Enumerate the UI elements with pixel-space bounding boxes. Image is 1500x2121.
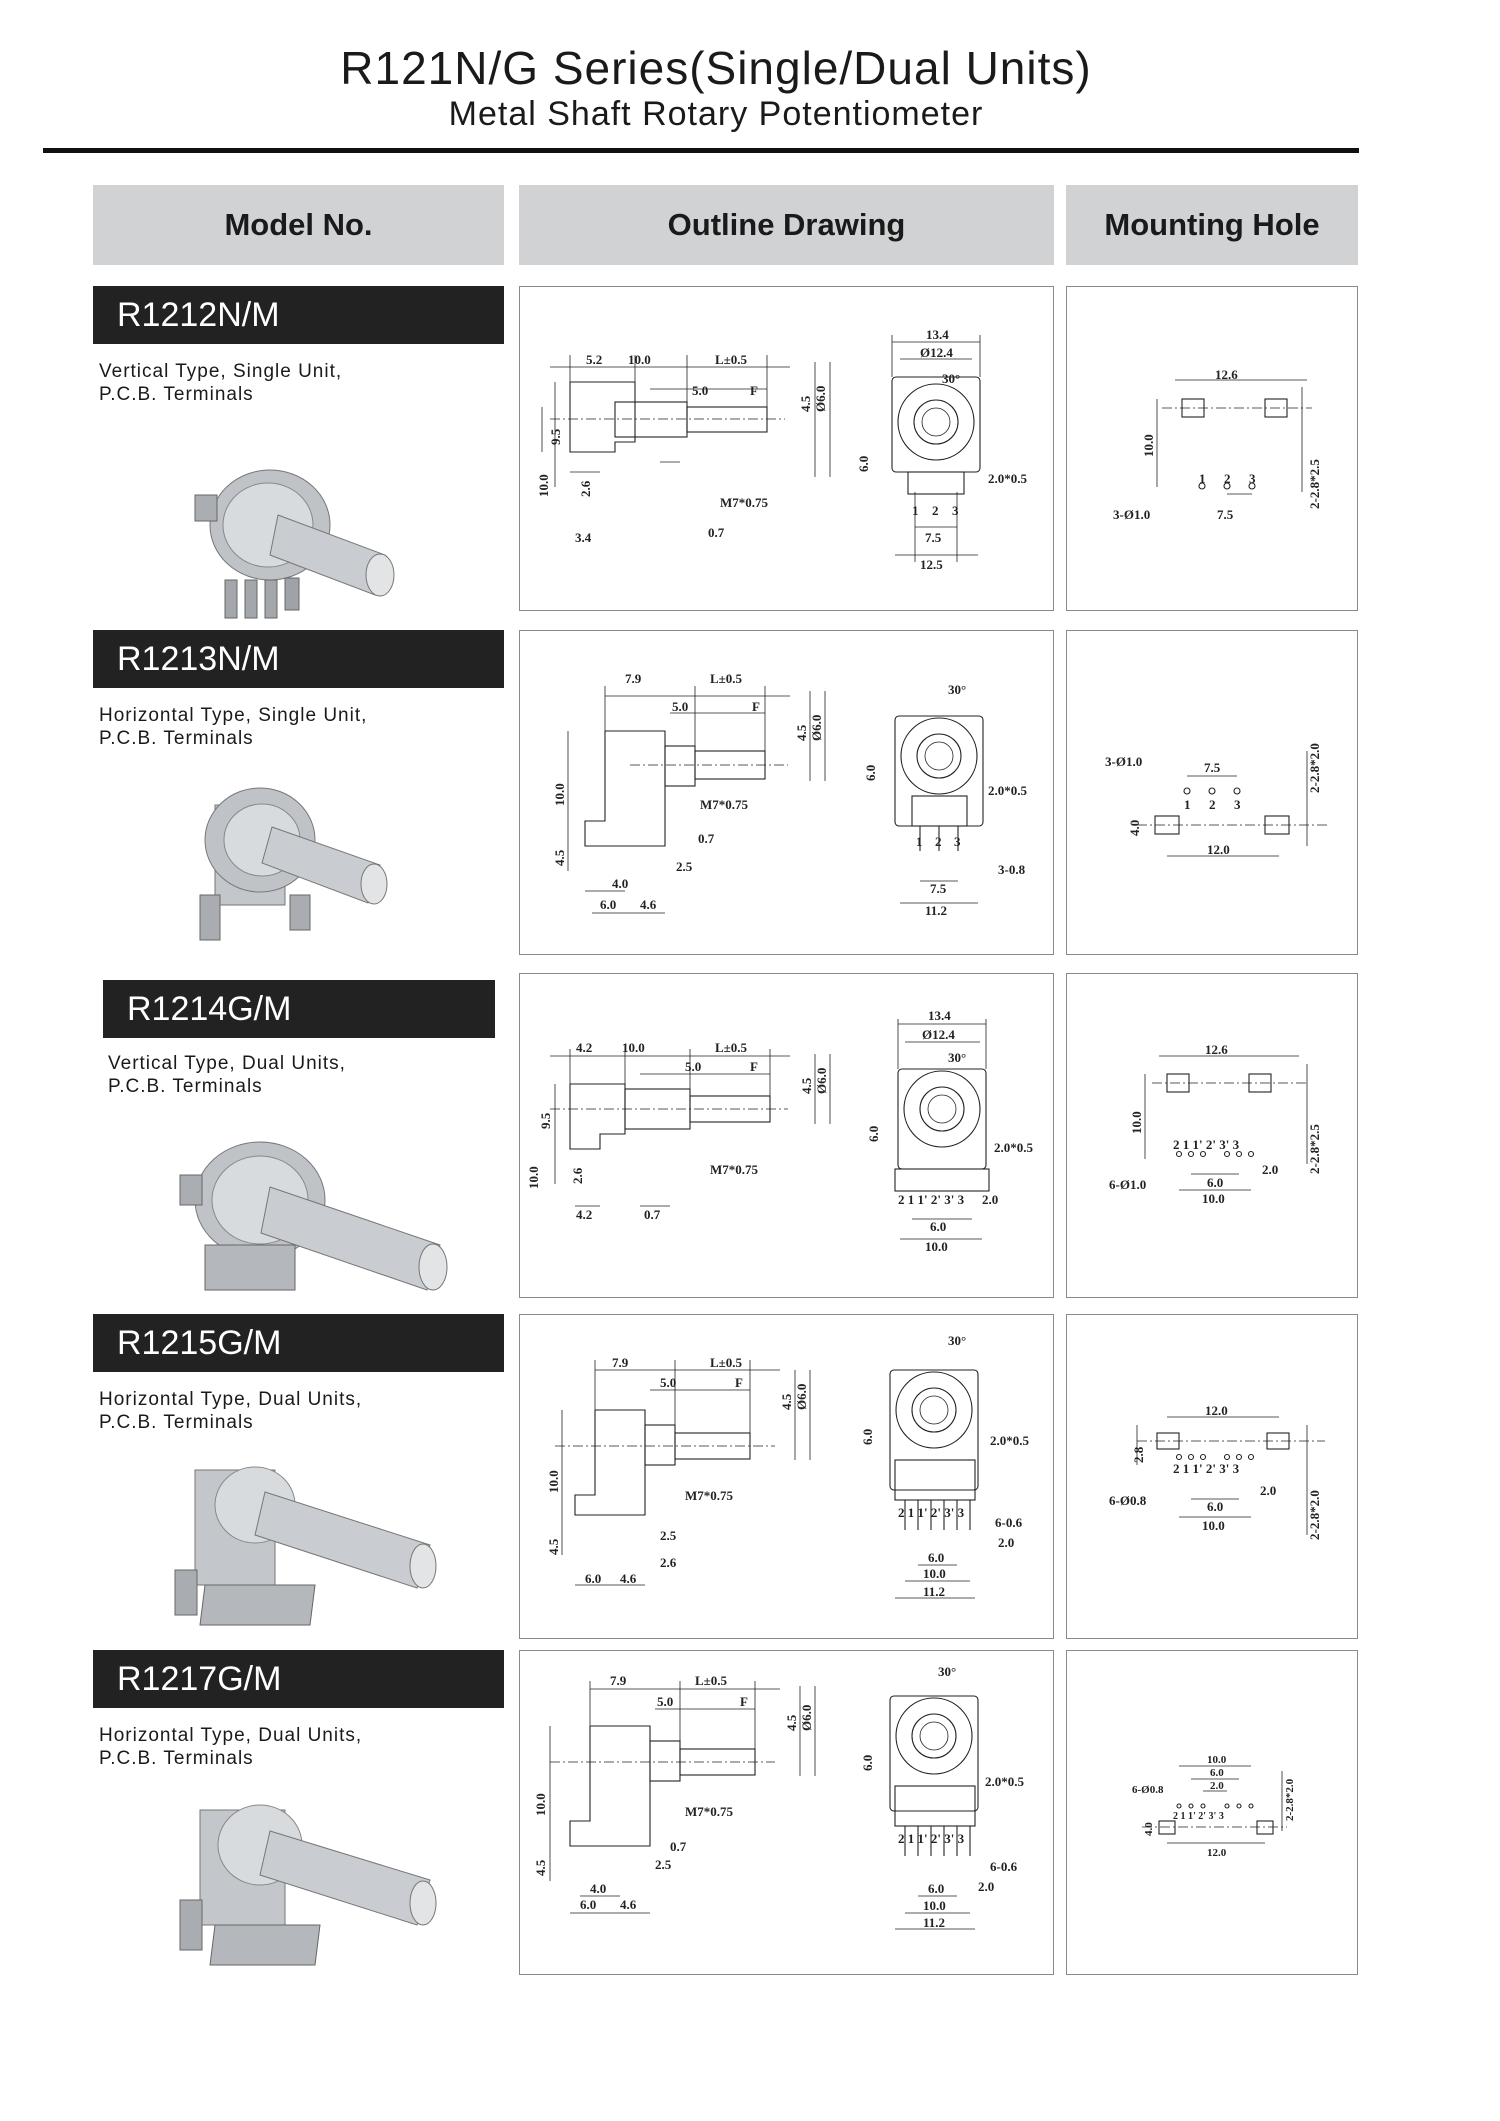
- dim-w1: 4.2: [576, 1207, 593, 1222]
- desc-line: Horizontal Type, Single Unit,: [99, 705, 368, 726]
- pin-3: 3: [954, 834, 961, 849]
- desc-line: P.C.B. Terminals: [108, 1076, 263, 1097]
- dim-f: F: [750, 1059, 758, 1074]
- mount-h: 2.8: [1131, 1446, 1146, 1463]
- dim-f: F: [750, 383, 758, 398]
- dim-pin: 2.0*0.5: [990, 1433, 1029, 1448]
- outline-drawing-r1213: [519, 630, 1054, 955]
- dim-c: 5.0: [672, 699, 689, 714]
- mount-h: 4.0: [1127, 819, 1142, 836]
- dim-top: 13.4: [928, 1008, 951, 1023]
- mount-w1: 10.0: [1207, 1754, 1227, 1766]
- mount-holes: 3-Ø1.0: [1105, 754, 1143, 769]
- dim-w4: 4.6: [620, 1571, 637, 1586]
- dim-w6: 6-0.6: [990, 1859, 1018, 1874]
- dim-h2: Ø6.0: [813, 385, 828, 412]
- mount-pitch1: 2.0: [1260, 1483, 1277, 1498]
- dim-a: 7.9: [625, 671, 642, 686]
- dim-a: 7.9: [610, 1673, 627, 1688]
- desc-line: P.C.B. Terminals: [99, 1748, 254, 1769]
- desc-line: Vertical Type, Dual Units,: [108, 1053, 346, 1074]
- mounting-hole-r1212: [1066, 286, 1358, 611]
- dim-w9: 10.0: [923, 1898, 946, 1913]
- model-description-r1214: [108, 1052, 346, 1098]
- mount-slot: 2-2.8*2.5: [1307, 459, 1322, 509]
- outline-drawing-r1217: [519, 1650, 1054, 1975]
- pin-1: 1: [916, 834, 923, 849]
- dim-w4: 6.0: [580, 1897, 597, 1912]
- dim-h2: Ø6.0: [799, 1704, 814, 1731]
- dim-c: 5.0: [685, 1059, 702, 1074]
- mounting-hole-r1217: [1066, 1650, 1358, 1975]
- desc-line: P.C.B. Terminals: [99, 384, 254, 405]
- mounting-hole-r1214: [1066, 973, 1358, 1298]
- dim-v3: 2.6: [570, 1167, 585, 1184]
- dim-a: 7.9: [612, 1355, 629, 1370]
- model-description-r1213: [99, 704, 367, 750]
- mount-pitch3: 10.0: [1202, 1191, 1225, 1206]
- mount-pin-labels: 2 1 1' 2' 3' 3: [1173, 1461, 1240, 1476]
- potentiometer-horizontal-single-illustration: [200, 788, 387, 940]
- dim-b: 10.0: [628, 352, 651, 367]
- dim-dia: Ø12.4: [922, 1027, 955, 1042]
- dim-w7: 6.0: [928, 1550, 945, 1565]
- mount-slot: 2-2.8*2.5: [1307, 1124, 1322, 1174]
- dim-v2: 4.5: [546, 1538, 561, 1555]
- dim-w7: 11.2: [925, 903, 948, 918]
- product-photo-r1214: [165, 1115, 455, 1300]
- dim-w7: 2.0: [978, 1879, 995, 1894]
- mount-pin-1: 1: [1199, 471, 1206, 486]
- dim-h2: Ø6.0: [809, 714, 824, 741]
- pin-labels: 2 1 1' 2' 3' 3: [898, 1831, 965, 1846]
- dim-v2: 10.0: [526, 1166, 541, 1189]
- mount-pitch: 7.5: [1204, 760, 1221, 775]
- mount-pitch1: 2.0: [1262, 1162, 1279, 1177]
- mount-pin-1: 1: [1184, 797, 1191, 812]
- mount-pitch3: 10.0: [1202, 1518, 1225, 1533]
- model-label-r1213: R1213N/M: [93, 630, 504, 688]
- dim-v4: 6.0: [866, 1125, 881, 1142]
- dim-v2: 4.5: [552, 849, 567, 866]
- dim-l: L±0.5: [710, 1355, 743, 1370]
- pin-3: 3: [952, 503, 959, 518]
- mount-holes: 3-Ø1.0: [1113, 507, 1151, 522]
- mount-pitch2: 6.0: [1207, 1499, 1224, 1514]
- dim-w3: 7.5: [925, 530, 942, 545]
- product-photo-r1217: [175, 1785, 445, 1975]
- mount-pin-3: 3: [1234, 797, 1241, 812]
- dim-h1: 4.5: [799, 1077, 814, 1094]
- mount-pin-3: 3: [1249, 471, 1256, 486]
- dim-angle: 30°: [948, 682, 967, 697]
- desc-line: Horizontal Type, Dual Units,: [99, 1389, 363, 1410]
- potentiometer-vertical-dual-illustration: [180, 1142, 447, 1290]
- mount-w: 12.0: [1207, 842, 1230, 857]
- dim-w3: 4.0: [590, 1881, 607, 1896]
- dim-angle: 30°: [942, 371, 961, 386]
- pin-labels: 2 1 1' 2' 3' 3: [898, 1505, 965, 1520]
- model-description-r1217: [99, 1724, 362, 1770]
- dim-w2: 0.7: [644, 1207, 661, 1222]
- dim-l: L±0.5: [695, 1673, 728, 1688]
- dim-w5: 4.6: [620, 1897, 637, 1912]
- pin-labels: 2 1 1' 2' 3' 3: [898, 1192, 965, 1207]
- dim-w6: 7.5: [930, 881, 947, 896]
- dim-l: L±0.5: [710, 671, 743, 686]
- dim-h1: 4.5: [798, 395, 813, 412]
- outline-drawing-r1212: [519, 286, 1054, 611]
- front-view: [895, 716, 983, 903]
- dim-v1: 9.5: [538, 1112, 553, 1129]
- model-label-r1214: R1214G/M: [103, 980, 495, 1038]
- dim-pin: 2.0*0.5: [985, 1774, 1024, 1789]
- dim-f: F: [735, 1375, 743, 1390]
- dim-c: 5.0: [692, 383, 709, 398]
- mounting-hole-r1213: [1066, 630, 1358, 955]
- dim-thread: M7*0.75: [700, 797, 749, 812]
- mount-pin-2: 2: [1224, 471, 1231, 486]
- mount-h: 10.0: [1129, 1111, 1144, 1134]
- desc-line: P.C.B. Terminals: [99, 1412, 254, 1433]
- product-photo-r1213: [180, 765, 420, 955]
- mount-w: 12.0: [1205, 1403, 1228, 1418]
- front-view: [892, 335, 980, 562]
- dim-w3: 6.0: [585, 1571, 602, 1586]
- dim-w8: 10.0: [923, 1566, 946, 1581]
- mount-slot: 2-2.8*2.0: [1307, 1490, 1322, 1540]
- dim-w1: 2.5: [660, 1528, 677, 1543]
- dim-w9: 11.2: [923, 1584, 946, 1599]
- dim-a: 5.2: [586, 352, 603, 367]
- dim-w3: 4.0: [612, 876, 629, 891]
- dim-thread: M7*0.75: [685, 1488, 734, 1503]
- mount-pin-labels: 2 1 1' 2' 3' 3: [1173, 1137, 1240, 1152]
- dim-w6: 2.0: [998, 1535, 1015, 1550]
- model-label-r1212: R1212N/M: [93, 286, 504, 344]
- dim-w5: 4.6: [640, 897, 657, 912]
- column-header-mounting: Mounting Hole: [1066, 185, 1358, 265]
- dim-w1: 3.4: [575, 530, 592, 545]
- mount-pin-2: 2: [1209, 797, 1216, 812]
- dim-w2: 0.7: [708, 525, 725, 540]
- dim-w8: 3-0.8: [998, 862, 1026, 877]
- dim-f: F: [740, 1694, 748, 1709]
- dim-pin: 2.0*0.5: [988, 783, 1027, 798]
- dim-w5: 10.0: [925, 1239, 948, 1254]
- desc-line: Horizontal Type, Dual Units,: [99, 1725, 363, 1746]
- side-view: [550, 1681, 815, 1913]
- dim-angle: 30°: [948, 1333, 967, 1348]
- dim-angle: 30°: [938, 1664, 957, 1679]
- mount-w: 12.0: [1207, 1847, 1227, 1859]
- pin-2: 2: [932, 503, 939, 518]
- pin-1: 1: [912, 503, 919, 518]
- mount-w: 12.6: [1215, 367, 1238, 382]
- dim-v1: 10.0: [546, 1470, 561, 1493]
- dim-thread: M7*0.75: [685, 1804, 734, 1819]
- dim-v3: 6.0: [860, 1428, 875, 1445]
- potentiometer-horizontal-dual-illustration: [180, 1805, 436, 1965]
- mount-w3: 2.0: [1210, 1780, 1224, 1792]
- page-title: R121N/G Series(Single/Dual Units): [340, 42, 1092, 94]
- title-divider: [43, 148, 1359, 153]
- dim-l: L±0.5: [715, 352, 748, 367]
- dim-h1: 4.5: [784, 1714, 799, 1731]
- column-header-model: Model No.: [93, 185, 504, 265]
- dim-w2: 2.5: [676, 859, 693, 874]
- dim-v3: 2.6: [578, 480, 593, 497]
- dim-thread: M7*0.75: [720, 495, 769, 510]
- dim-a: 4.2: [576, 1040, 593, 1055]
- dim-v3: 6.0: [860, 1754, 875, 1771]
- mount-pin-labels: 2 1 1' 2' 3' 3: [1173, 1811, 1224, 1822]
- side-view: [568, 686, 825, 913]
- dim-v2: 4.5: [533, 1859, 548, 1876]
- dim-b: 10.0: [622, 1040, 645, 1055]
- model-label-r1215: R1215G/M: [93, 1314, 504, 1372]
- dim-c: 5.0: [657, 1694, 674, 1709]
- dim-w4: 6.0: [600, 897, 617, 912]
- mount-w: 12.6: [1205, 1042, 1228, 1057]
- outline-drawing-r1214: [519, 973, 1054, 1298]
- dim-w3: 2.0: [982, 1192, 999, 1207]
- dim-h2: Ø6.0: [794, 1383, 809, 1410]
- mount-h: 10.0: [1141, 434, 1156, 457]
- outline-drawing-r1215: [519, 1314, 1054, 1639]
- page-subtitle: Metal Shaft Rotary Potentiometer: [448, 95, 984, 133]
- model-description-r1215: [99, 1388, 362, 1434]
- dim-v2: 10.0: [536, 474, 551, 497]
- dim-c: 5.0: [660, 1375, 677, 1390]
- mount-holes: 6-Ø0.8: [1109, 1493, 1147, 1508]
- potentiometer-horizontal-dual-illustration: [175, 1467, 436, 1625]
- dim-angle: 30°: [948, 1050, 967, 1065]
- dim-w1: 0.7: [670, 1839, 687, 1854]
- dim-v4: 6.0: [856, 455, 871, 472]
- dim-w8: 6.0: [928, 1881, 945, 1896]
- desc-line: P.C.B. Terminals: [99, 728, 254, 749]
- pin-2: 2: [935, 834, 942, 849]
- dim-w2: 2.6: [660, 1555, 677, 1570]
- mount-h: 4.0: [1143, 1822, 1155, 1836]
- model-description-r1212: [99, 360, 342, 406]
- mount-slot: 2-2.8*2.0: [1284, 1778, 1296, 1821]
- potentiometer-vertical-single-illustration: [195, 470, 394, 618]
- dim-v1: 9.5: [548, 428, 563, 445]
- dim-w5: 6-0.6: [995, 1515, 1023, 1530]
- dim-h1: 4.5: [779, 1393, 794, 1410]
- column-header-outline: Outline Drawing: [519, 185, 1054, 265]
- dim-pin: 2.0*0.5: [994, 1140, 1033, 1155]
- mount-pitch2: 6.0: [1207, 1175, 1224, 1190]
- mount-pitch: 7.5: [1217, 507, 1234, 522]
- dim-dia: Ø12.4: [920, 345, 953, 360]
- dim-f: F: [752, 699, 760, 714]
- product-photo-r1212: [160, 430, 430, 630]
- mounting-hole-r1215: [1066, 1314, 1358, 1639]
- dim-v1: 10.0: [533, 1793, 548, 1816]
- dim-w10: 11.2: [923, 1915, 946, 1930]
- mount-holes: 6-Ø0.8: [1132, 1784, 1164, 1796]
- dim-pin: 2.0*0.5: [988, 471, 1027, 486]
- side-view: [555, 1360, 810, 1585]
- dim-v3: 6.0: [863, 764, 878, 781]
- mount-holes: 6-Ø1.0: [1109, 1177, 1147, 1192]
- dim-w1: 0.7: [698, 831, 715, 846]
- dim-thread: M7*0.75: [710, 1162, 759, 1177]
- desc-line: Vertical Type, Single Unit,: [99, 361, 343, 382]
- mount-w2: 6.0: [1210, 1767, 1224, 1779]
- dim-h1: 4.5: [794, 724, 809, 741]
- mount-slot: 2-2.8*2.0: [1307, 743, 1322, 793]
- dim-l: L±0.5: [715, 1040, 748, 1055]
- dim-w4: 12.5: [920, 557, 943, 572]
- dim-top: 13.4: [926, 327, 949, 342]
- dim-w4: 6.0: [930, 1219, 947, 1234]
- product-photo-r1215: [165, 1450, 445, 1640]
- dim-h2: Ø6.0: [814, 1067, 829, 1094]
- side-view: [542, 355, 830, 487]
- dim-w2: 2.5: [655, 1857, 672, 1872]
- model-label-r1217: R1217G/M: [93, 1650, 504, 1708]
- dim-v1: 10.0: [552, 783, 567, 806]
